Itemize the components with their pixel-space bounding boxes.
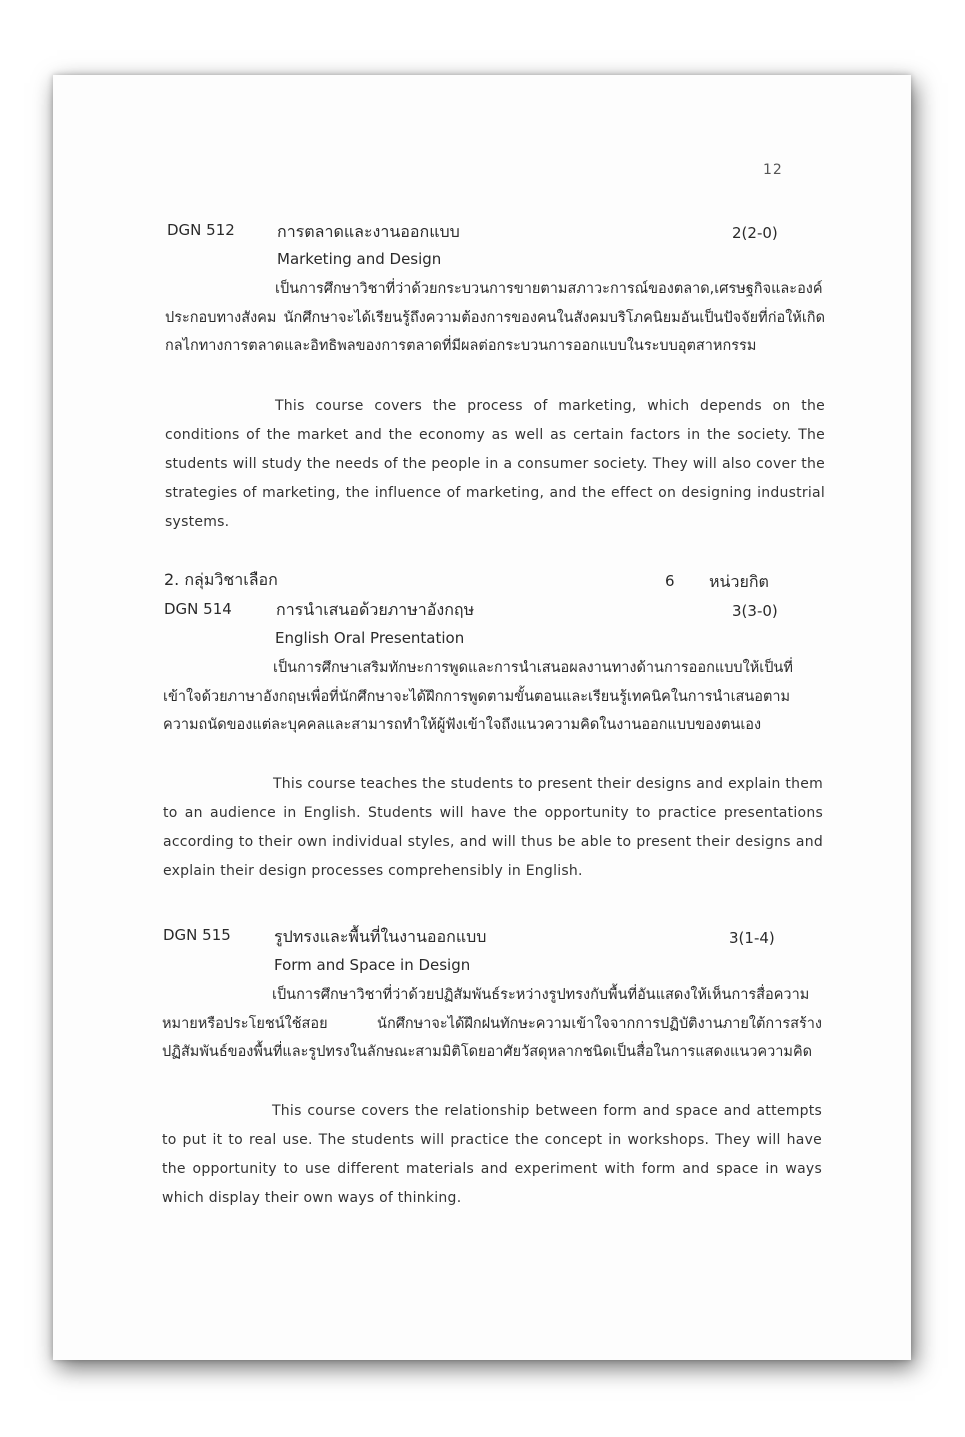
course-english-title: Marketing and Design	[277, 250, 442, 268]
course-english-description: This course covers the relationship between form and space and attempts to put it to real use. The students will practice the concept in workshops. They will have the opportunity to use different materials and experiment with form and space in ways which display their own ways of thinking.	[162, 1103, 822, 1206]
document-page	[53, 75, 911, 1360]
course-code: DGN 514	[164, 600, 232, 618]
course-thai-description: เป็นการศึกษาวิชาที่ว่าด้วยกระบวนการขายตามสภาวะการณ์ของตลาด,เศรษฐกิจและองค์ประกอบทางสังคม นักศึกษาจะได้เรียนรู้ถึงความต้องการของคนในสังคมบริโภคนิยมอันเป็นปัจจัยที่ก่อให้เกิดกลไกทางการตลาดและอิทธิพลของการตลาดที่มีผลต่อกระบวนการออกแบบในระบบอุตสาหกรรม	[165, 281, 825, 354]
group-label: 2. กลุ่มวิชาเลือก	[164, 570, 278, 589]
course-code: DGN 512	[167, 221, 235, 239]
course-thai-description: เป็นการศึกษาเสริมทักษะการพูดและการนำเสนอผลงานทางด้านการออกแบบให้เป็นที่เข้าใจด้วยภาษาอังกฤษเพื่อที่นักศึกษาจะได้ฝึกการพูดตามขั้นตอนและเรียนรู้เทคนิคในการนำเสนอตามความถนัดของแต่ละบุคคลและสามารถทำให้ผู้ฟังเข้าใจถึงแนวความคิดในงานออกแบบของตนเอง	[163, 660, 793, 733]
course-english-title: English Oral Presentation	[275, 629, 465, 647]
course-credits: 3(3-0)	[732, 602, 778, 620]
course-thai-title: รูปทรงและพื้นที่ในงานออกแบบ	[274, 927, 487, 946]
course-credits: 3(1-4)	[729, 929, 775, 947]
course-thai-title: การนำเสนอด้วยภาษาอังกฤษ	[276, 600, 475, 619]
group-credits-unit: หน่วยกิต	[709, 572, 769, 591]
course-code: DGN 515	[163, 926, 231, 944]
course-english-description: This course teaches the students to present their designs and explain them to an audience in English. Students will have the opportunity to practice presentations according to their own individual styles, and will thus be able to present their designs and explain their design processes comprehensibly in English.	[163, 776, 823, 879]
course-thai-description: เป็นการศึกษาวิชาที่ว่าด้วยปฏิสัมพันธ์ระหว่างรูปทรงกับพื้นที่อันแสดงให้เห็นการสื่อความหมายหรือประโยชน์ใช้สอย นักศึกษาจะได้ฝึกฝนทักษะความเข้าใจจากการปฏิบัติงานภายใต้การสร้างปฏิสัมพันธ์ของพื้นที่และรูปทรงในลักษณะสามมิติโดยอาศัยวัสดุหลากชนิดเป็นสื่อในการแสดงแนวความคิด	[162, 987, 822, 1060]
group-credits-number: 6	[665, 572, 675, 590]
course-english-description: This course covers the process of marketing, which depends on the conditions of the market and the economy as well as certain factors in the society. The students will study the needs of the people in a consumer society. They will also cover the strategies of marketing, the influence of marketing, and the effect on designing industrial systems.	[165, 398, 825, 530]
course-thai-title: การตลาดและงานออกแบบ	[277, 222, 460, 241]
page-number: 12	[763, 162, 783, 178]
course-english-title: Form and Space in Design	[274, 956, 471, 974]
course-credits: 2(2-0)	[732, 224, 778, 242]
